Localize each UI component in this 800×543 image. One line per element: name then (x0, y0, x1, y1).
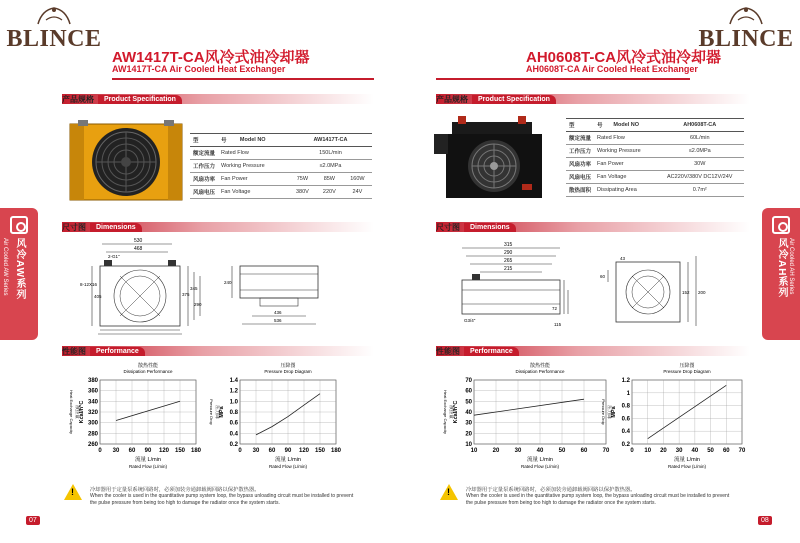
perf-section-en: Performance (464, 347, 519, 356)
y-tick-label: 380 (87, 378, 98, 384)
right-dissipation-chart (440, 362, 612, 472)
spec-header-cell: 号 (594, 119, 610, 132)
page-title-en: AH0608T-CA Air Cooled Heat Exchanger (526, 64, 698, 74)
y-tick-label: 320 (87, 410, 98, 416)
left-pressure-chart (206, 362, 342, 472)
spec-section-en: Product Specification (472, 95, 556, 104)
perf-section-cn: 性能图 (62, 346, 86, 356)
spec-cell-value: 380V (289, 186, 316, 199)
x-tick-label: 40 (536, 448, 544, 454)
chart-series-line (474, 399, 584, 415)
y-axis-label-en: Heat Exchange Capacity (443, 389, 448, 435)
y-axis-label-cn: 散热量 (75, 405, 80, 419)
spec-cell-value: 0.7m² (655, 184, 744, 197)
x-tick-label: 30 (252, 448, 260, 454)
dims-section-en: Dimensions (464, 223, 516, 232)
spec-cell-cn: 风扇功率 (190, 173, 218, 186)
left-dissipation-chart (66, 362, 202, 472)
y-tick-label: 20 (465, 431, 472, 438)
y-tick-label: 70 (465, 378, 472, 384)
y-tick-label: 0.6 (621, 416, 630, 423)
x-tick-label: 20 (492, 448, 500, 454)
dims-section-cn: 尺寸图 (62, 222, 86, 232)
x-tick-label: 180 (330, 448, 342, 454)
spec-cell-value: 30W (655, 158, 744, 171)
dim-label: 345 (190, 286, 198, 291)
perf-section-en: Performance (90, 347, 145, 356)
y-axis-label-cn: 散热量 (449, 405, 454, 419)
dim-label: 8-12X16 (80, 282, 98, 287)
spec-cell-value: 220V (316, 186, 343, 199)
spec-header-cell: Model NO (237, 134, 289, 147)
right-page (400, 0, 800, 543)
spec-row (566, 132, 744, 145)
y-tick-label: 60 (465, 388, 472, 395)
spec-cell-en: Fan Power (594, 158, 655, 171)
dim-label: 72 (552, 306, 558, 311)
y-tick-label: 1.2 (229, 388, 238, 395)
x-tick-label: 70 (602, 448, 610, 454)
x-tick-label: 90 (284, 448, 292, 454)
y-tick-label: 0.2 (229, 442, 238, 448)
y-tick-label: 0.4 (229, 431, 238, 438)
spec-cell-en: Working Pressure (594, 145, 655, 158)
x-axis-label-en: Rated Flow (L/min) (667, 464, 707, 469)
warning-text-en-1: When the cooler is used in the quantitative pump system loop, the bypass unloading circuit must be installed to prevent (466, 493, 730, 499)
y-axis-label-en: Pressure Drop (209, 399, 214, 425)
aw1417t-spec-table (190, 133, 372, 199)
y-tick-label: 40 (465, 410, 472, 416)
spec-row (190, 186, 372, 199)
chart-series-line (648, 385, 727, 438)
dim-label: 115 (554, 322, 562, 327)
warning-text-en-1: When the cooler is used in the quantitative pump system loop, the bypass unloading circuit must be installed to prevent (90, 493, 354, 499)
y-tick-label: 50 (465, 399, 472, 406)
chart-title-en: Dissipation Performance (123, 369, 173, 374)
ah0608t-side-drawing (450, 240, 570, 328)
ah0608t-front-drawing (598, 252, 706, 328)
spec-cell-cn: 额定流量 (190, 147, 218, 160)
dim-label: 536 (274, 318, 282, 323)
spec-cell-cn: 额定流量 (566, 132, 594, 145)
spec-section-header (436, 93, 556, 105)
spec-cell-en: Working Pressure (218, 160, 289, 173)
spec-cell-cn: 风扇功率 (566, 158, 594, 171)
crown-icon (724, 6, 768, 26)
title-divider (112, 78, 374, 80)
series-emblem-icon (772, 216, 790, 234)
spec-cell-value: AC220V/380V DC12V/24V (655, 171, 744, 184)
dim-label: 240 (224, 280, 232, 285)
aw1417t-front-drawing (64, 236, 204, 336)
x-tick-label: 20 (660, 448, 667, 454)
x-tick-label: 120 (158, 448, 170, 454)
page-title-cn: AW1417T-CA风冷式油冷却器 (112, 49, 310, 66)
aw1417t-product-image (68, 118, 186, 204)
x-tick-label: 30 (514, 448, 522, 454)
page-title-en: AW1417T-CA Air Cooled Heat Exchanger (112, 64, 286, 74)
spec-row (190, 160, 372, 173)
x-tick-label: 10 (644, 448, 652, 454)
brand-logo (4, 6, 104, 54)
y-tick-label: 0.8 (229, 410, 238, 416)
spec-cell-en: Fan Power (218, 173, 289, 186)
spec-section-header (62, 93, 182, 105)
dim-label: 315 (504, 242, 513, 248)
dims-section-cn: 尺寸图 (436, 222, 460, 232)
dim-label: 530 (134, 238, 143, 244)
spec-cell-en: Rated Flow (218, 147, 289, 160)
x-tick-label: 150 (174, 448, 186, 454)
x-axis-label-en: Rated Flow (L/min) (520, 464, 560, 469)
spec-header-row (566, 119, 744, 132)
spec-header-model: AH0608T-CA (655, 119, 744, 132)
spec-cell-value: 24V (343, 186, 372, 199)
perf-section-header (436, 345, 519, 357)
spec-cell-value: 75W (289, 173, 316, 186)
warning-text-en-2: the pulse pressure from being too high to damage the radiator once the system starts. (466, 500, 656, 506)
series-side-tab (762, 208, 800, 340)
page-title-cn: AH0608T-CA风冷式油冷却器 (526, 49, 722, 66)
x-tick-label: 120 (298, 448, 310, 454)
x-tick-label: 150 (314, 448, 326, 454)
spec-header-model: AW1417T-CA (289, 134, 372, 147)
warning-text-cn: 冷却器用于定量泵系统回路时，必须加装旁通卸载阀回路以保护散热器。 (90, 487, 260, 493)
x-tick-label: 50 (707, 448, 714, 454)
dim-label: 405 (94, 294, 102, 299)
chart-title-cn: 散热性能 (137, 363, 159, 369)
x-tick-label: 0 (630, 448, 634, 454)
spec-row (190, 147, 372, 160)
spec-row (566, 184, 744, 197)
spec-cell-cn: 工作压力 (566, 145, 594, 158)
y-tick-label: 0.2 (621, 442, 630, 448)
y-tick-label: 300 (87, 420, 98, 427)
warning-note (64, 484, 384, 510)
aw1417t-side-drawing (222, 260, 332, 336)
spec-cell-value: ≤2.0MPa (289, 160, 372, 173)
chart-title-en: Pressure Drop Diagram (663, 369, 711, 374)
x-tick-label: 70 (738, 448, 746, 454)
x-tick-label: 50 (558, 448, 566, 454)
x-tick-label: 10 (470, 448, 478, 454)
y-tick-label: 0.8 (621, 403, 630, 410)
y-tick-label: 30 (465, 420, 472, 427)
series-tab-cn: 风冷AW系列 (14, 238, 25, 301)
chart-title-en: Pressure Drop Diagram (264, 369, 312, 374)
x-tick-label: 60 (128, 448, 136, 454)
spec-row (566, 171, 744, 184)
x-tick-label: 30 (112, 448, 120, 454)
spec-cell-en: Fan Voltage (218, 186, 289, 199)
x-tick-label: 180 (190, 448, 202, 454)
spec-header-cell: 型 (190, 134, 218, 147)
y-axis-label-en: Heat Exchange Capacity (69, 389, 74, 435)
dims-section-en: Dimensions (90, 223, 142, 232)
warning-text-cn: 冷却器用于定量泵系统回路时，必须加装旁通卸载阀回路以保护散热器。 (466, 487, 636, 493)
y-axis-label-cn: 压力降 (215, 405, 220, 419)
y-tick-label: 1 (626, 390, 630, 397)
dims-section-header (436, 221, 516, 233)
spec-cell-cn: 散热面积 (566, 184, 594, 197)
y-tick-label: 360 (87, 388, 98, 395)
spec-header-row (190, 134, 372, 147)
warning-icon-mark: ! (71, 487, 74, 497)
spec-row (566, 158, 744, 171)
x-tick-label: 60 (722, 448, 730, 454)
y-axis-label-en: Pressure Drop (601, 399, 606, 425)
y-tick-label: 0.4 (621, 429, 630, 436)
spec-section-en: Product Specification (98, 95, 182, 104)
dim-label: 290 (194, 302, 202, 307)
y-tick-label: 0.6 (229, 420, 238, 427)
y-axis-unit: MPa (611, 406, 617, 418)
spec-section-cn: 产品规格 (62, 94, 94, 104)
page-number: 07 (26, 516, 40, 525)
spec-cell-cn: 风扇电压 (566, 171, 594, 184)
series-tab-en: Air Cooled AW Series (2, 238, 8, 296)
spec-cell-value: ≤2.0MPa (655, 145, 744, 158)
warning-note (440, 484, 760, 510)
dim-label: 436 (274, 310, 282, 315)
series-side-tab (0, 208, 38, 340)
y-axis-label-cn: 压力降 (607, 405, 612, 419)
brand-name: BLINCE (698, 26, 794, 52)
spec-cell-en: Rated Flow (594, 132, 655, 145)
x-tick-label: 30 (675, 448, 683, 454)
spec-cell-cn: 工作压力 (190, 160, 218, 173)
y-axis-unit: MPa (219, 406, 225, 418)
brand-name: BLINCE (6, 26, 102, 52)
x-tick-label: 0 (98, 448, 102, 454)
spec-row (566, 145, 744, 158)
dim-label: 215 (504, 266, 513, 272)
x-axis-label-cn: 流量 L/min (527, 457, 553, 463)
y-tick-label: 1.2 (621, 378, 630, 384)
x-axis-label-en: Rated Flow (L/min) (268, 464, 308, 469)
spec-section-cn: 产品规格 (436, 94, 468, 104)
chart-title-cn: 压降图 (280, 363, 296, 369)
series-emblem-icon (10, 216, 28, 234)
x-tick-label: 90 (144, 448, 152, 454)
chart-title-cn: 压降图 (679, 363, 695, 369)
x-tick-label: 60 (580, 448, 588, 454)
dim-label: 290 (504, 250, 513, 256)
y-tick-label: 10 (465, 442, 472, 448)
right-pressure-chart (598, 362, 748, 472)
perf-section-header (62, 345, 145, 357)
x-tick-label: 0 (238, 448, 242, 454)
x-tick-label: 40 (691, 448, 699, 454)
series-tab-en: Air Cooled AH Series (788, 238, 794, 295)
spec-cell-value: 60L/min (655, 132, 744, 145)
chart-title-cn: 散热性能 (529, 363, 551, 369)
spec-cell-value: 160W (343, 173, 372, 186)
spec-cell-en: Dissipating Area (594, 184, 655, 197)
spec-row (190, 173, 372, 186)
y-tick-label: 340 (87, 399, 98, 406)
dims-section-header (62, 221, 142, 233)
series-tab-cn: 风冷AH系列 (776, 238, 787, 299)
x-axis-label-cn: 流量 L/min (674, 457, 700, 463)
y-tick-label: 280 (87, 431, 98, 438)
warning-icon-mark: ! (447, 487, 450, 497)
spec-header-cell: 号 (218, 134, 237, 147)
chart-title-en: Dissipation Performance (515, 369, 565, 374)
spec-cell-value: 85W (316, 173, 343, 186)
spec-header-cell: Model NO (610, 119, 655, 132)
spec-cell-value: 150L/min (289, 147, 372, 160)
x-axis-label-cn: 流量 L/min (275, 457, 301, 463)
dim-label: G3/4" (464, 318, 476, 323)
dim-label: 265 (504, 258, 513, 264)
x-tick-label: 60 (268, 448, 276, 454)
y-axis-unit: Kcal/h°C (79, 400, 85, 424)
ah0608t-spec-table (566, 118, 744, 197)
dim-label: 468 (134, 246, 143, 252)
ah0608t-product-image (432, 116, 554, 206)
page-number: 08 (758, 516, 772, 525)
title-divider (436, 78, 690, 80)
dim-label: 152 (682, 290, 690, 295)
y-tick-label: 260 (87, 442, 98, 448)
x-axis-label-cn: 流量 L/min (135, 457, 161, 463)
warning-text-en-2: the pulse pressure from being too high to damage the radiator once the system starts. (90, 500, 280, 506)
perf-section-cn: 性能图 (436, 346, 460, 356)
dim-label: 43 (620, 256, 626, 261)
y-tick-label: 1.0 (229, 399, 238, 406)
y-axis-unit: Kcal/h°C (453, 400, 459, 424)
y-tick-label: 1.4 (229, 378, 238, 384)
dim-label: 2-G1" (108, 254, 120, 259)
spec-cell-en: Fan Voltage (594, 171, 655, 184)
dim-label: 375 (182, 292, 190, 297)
spec-cell-cn: 风扇电压 (190, 186, 218, 199)
spec-header-cell: 型 (566, 119, 594, 132)
dim-label: 60 (600, 274, 606, 279)
x-axis-label-en: Rated Flow (L/min) (128, 464, 168, 469)
crown-icon (32, 6, 76, 26)
dim-label: 200 (698, 290, 706, 295)
